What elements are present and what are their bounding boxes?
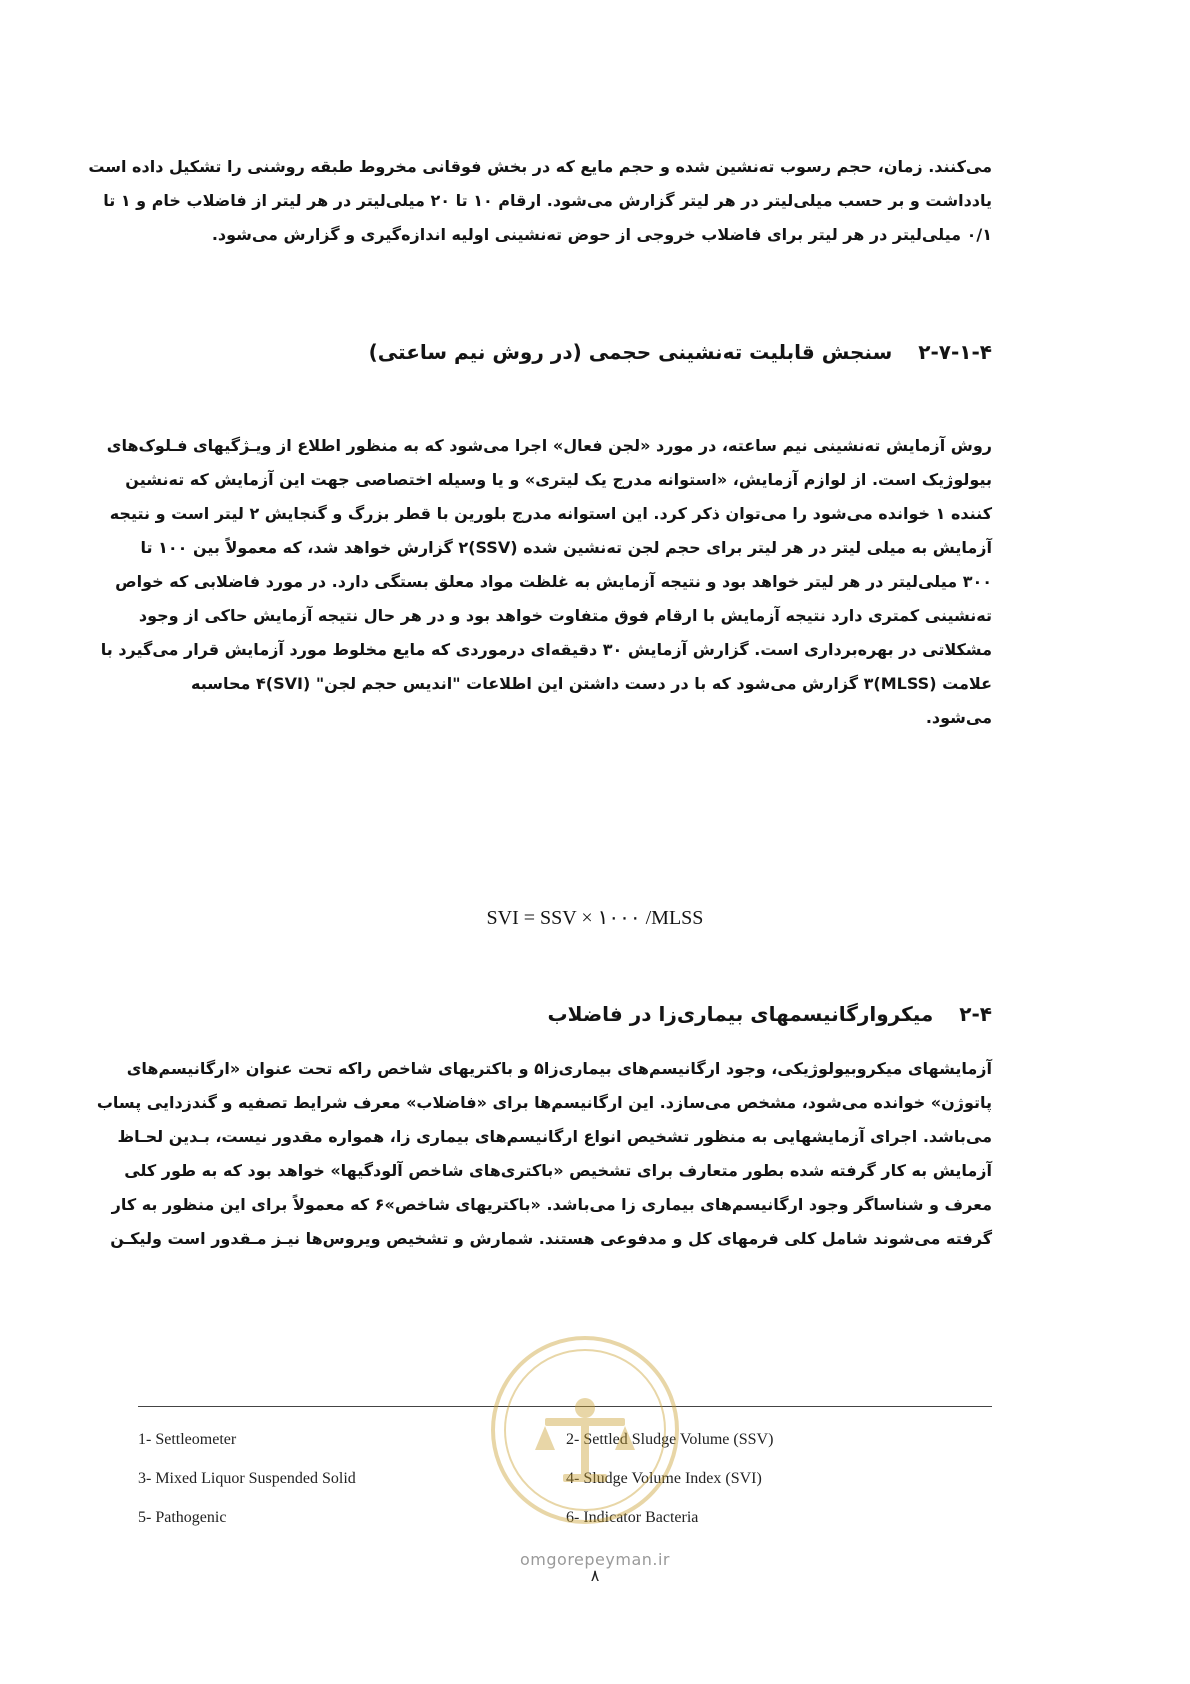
- watermark-url: omgorepeyman.ir: [520, 1550, 670, 1569]
- text-line: گرفته می‌شوند شامل کلی فرمهای کل و مدفوعی هستند. شمارش و تشخیص ویروس‌ها نیـز مـقدور است ولیکـن: [110, 1229, 992, 1248]
- text-line: ۰/۱ میلی‌لیتر در هر لیتر برای فاضلاب خروجی از حوض ته‌نشینی اولیه اندازه‌گیری و گزارش می‌شود.: [211, 225, 992, 244]
- text-line: آزمایش به کار گرفته شده بطور متعارف برای تشخیص «باکتری‌های شاخص آلودگیها» خواهد بود که به طور کلی: [124, 1161, 992, 1180]
- text-line: آزمایش به میلی لیتر در هر لیتر برای حجم لجن ته‌نشین شده (SSV)۲ گزارش خواهد شد، که معمولاً بین ۱۰۰ تا: [140, 538, 992, 557]
- footnote-2: 2- Settled Sludge Volume (SSV): [566, 1431, 774, 1448]
- text-line: بیولوژیک است. از لوازم آزمایش، «استوانه مدرج یک لیتری» و یا وسیله اختصاصی جهت این آزمایش که ته‌نشین: [125, 470, 992, 489]
- section-number: ۲-۷-۱-۴: [918, 340, 992, 364]
- section-heading-settleability: [192, 340, 992, 364]
- intro-paragraph: [88, 150, 992, 252]
- text-line: علامت (MLSS)۳ گزارش می‌شود که با در دست داشتن این اطلاعات "اندیس حجم لجن" (SVI)۴ محاسبه: [191, 674, 992, 693]
- section-number: ۲-۴: [959, 1002, 992, 1026]
- text-line: روش آزمایش ته‌نشینی نیم ساعته، در مورد «لجن فعال» اجرا می‌شود که به منظور اطلاع از ویـژگیهای فـلوک‌های: [106, 436, 992, 455]
- section-heading-pathogens: [192, 1002, 992, 1026]
- footnote-3: 3- Mixed Liquor Suspended Solid: [138, 1470, 356, 1487]
- text-line: می‌شود.: [925, 708, 992, 727]
- footnote-1: 1- Settleometer: [138, 1431, 237, 1448]
- text-line: ته‌نشینی کمتری دارد نتیجه آزمایش با ارقام فوق متفاوت خواهد بود و در هر حال نتیجه آزمایش حاکی از وجود: [138, 606, 992, 625]
- section-title: میکروارگانیسمهای بیماری‌زا در فاضلاب: [547, 1002, 934, 1026]
- text-line: می‌کنند. زمان، حجم رسوب ته‌نشین شده و حجم مایع که در بخش فوقانی مخروط طبقه روشنی را تشکیل داده است: [88, 157, 992, 176]
- footnote-divider: [138, 1406, 992, 1407]
- section-title: سنجش قابلیت ته‌نشینی حجمی (در روش نیم ساعتی): [368, 340, 893, 364]
- text-line: کننده ۱ خوانده می‌شود را می‌توان ذکر کرد. این استوانه مدرج بلورین با قطر بزرگ و گنجایش ۲ لیتر است و نتیجه: [109, 504, 992, 523]
- settleability-paragraph: [100, 429, 992, 735]
- footnote-6: 6- Indicator Bacteria: [566, 1509, 699, 1526]
- page-number: ۸: [590, 1566, 600, 1585]
- text-line: ۳۰۰ میلی‌لیتر در هر لیتر خواهد بود و نتیجه آزمایش به غلظت مواد معلق بستگی دارد. در مورد فاضلابی که خواص: [115, 572, 992, 591]
- text-line: پاتوژن» خوانده می‌شود، مشخص می‌سازد. این ارگانیسم‌ها برای «فاضلاب» معرف شرایط تصفیه و گندزدایی پساب: [96, 1093, 992, 1112]
- pathogens-paragraph: [96, 1052, 992, 1256]
- text-line: مشکلاتی در بهره‌برداری است. گزارش آزمایش ۳۰ دقیقه‌ای درموردی که مایع مخلوط مورد آزمایش قرار می‌گیرد با: [100, 640, 992, 659]
- text-line: معرف و شناساگر وجود ارگانیسم‌های بیماری زا می‌باشد. «باکتریهای شاخص»۶ که معمولاً برای این منظور به کار: [111, 1195, 992, 1214]
- text-line: آزمایشهای میکروبیولوژیکی، وجود ارگانیسم‌های بیماری‌زا۵ و باکتریهای شاخص راکه تحت عنوان «ارگانیسم‌های: [126, 1059, 992, 1078]
- footnote-4: 4- Sludge Volume Index (SVI): [566, 1470, 762, 1487]
- text-line: یادداشت و بر حسب میلی‌لیتر در هر لیتر گزارش می‌شود. ارقام ۱۰ تا ۲۰ میلی‌لیتر در هر لیتر از فاضلاب خام و ۱ تا: [103, 191, 992, 210]
- text-line: می‌باشد. اجرای آزمایشهایی به منظور تشخیص انواع ارگانیسم‌های بیماری زا، همواره مقدور نیست، بـدین لحـاظ: [117, 1127, 992, 1146]
- svi-formula: SVI = SSV × ۱۰۰۰ /MLSS: [486, 907, 704, 929]
- watermark-seal-logo: [485, 1330, 685, 1530]
- footnote-5: 5- Pathogenic: [138, 1509, 227, 1526]
